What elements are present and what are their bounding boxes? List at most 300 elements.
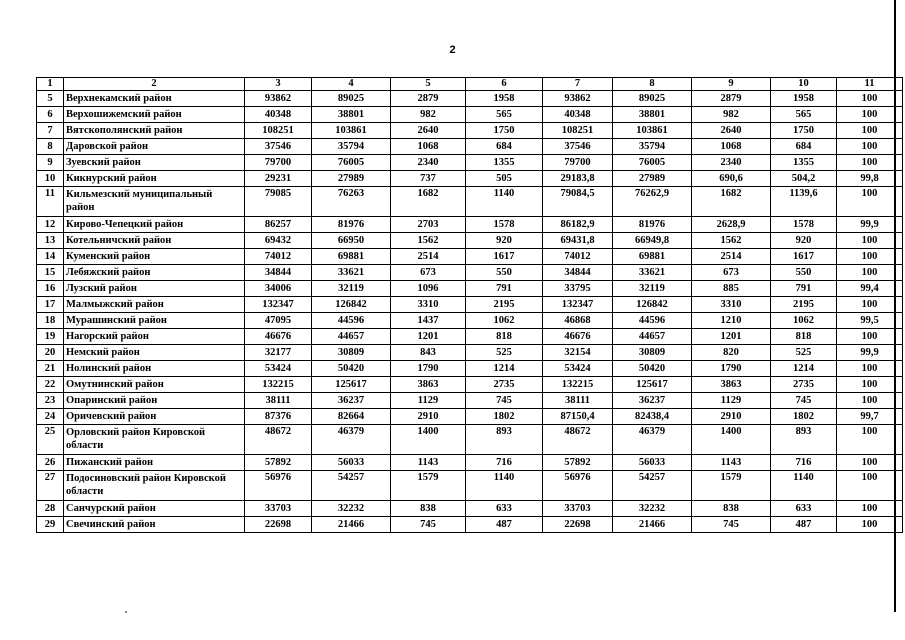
value-cell: 1062 xyxy=(771,313,837,329)
value-cell: 737 xyxy=(391,171,466,187)
value-cell: 1096 xyxy=(391,281,466,297)
table-row xyxy=(37,217,903,233)
row-number-cell: 19 xyxy=(37,329,64,345)
value-cell: 100 xyxy=(837,517,903,533)
value-cell: 1214 xyxy=(771,361,837,377)
value-cell: 505 xyxy=(466,171,543,187)
value-cell: 1143 xyxy=(692,455,771,471)
value-cell: 690,6 xyxy=(692,171,771,187)
value-cell: 893 xyxy=(466,425,543,455)
value-cell: 1143 xyxy=(391,455,466,471)
value-cell: 791 xyxy=(771,281,837,297)
value-cell: 132347 xyxy=(543,297,613,313)
value-cell: 79700 xyxy=(543,155,613,171)
column-header: 5 xyxy=(391,78,466,91)
table-row xyxy=(37,297,903,313)
value-cell: 1617 xyxy=(771,249,837,265)
value-cell: 32177 xyxy=(245,345,312,361)
value-cell: 1140 xyxy=(771,471,837,501)
value-cell: 1579 xyxy=(391,471,466,501)
district-name-cell: Кикнурский район xyxy=(64,171,245,187)
row-number-cell: 6 xyxy=(37,107,64,123)
value-cell: 550 xyxy=(771,265,837,281)
district-name-cell: Оричевский район xyxy=(64,409,245,425)
value-cell: 100 xyxy=(837,361,903,377)
value-cell: 1140 xyxy=(466,187,543,217)
value-cell: 1129 xyxy=(692,393,771,409)
district-name-cell: Немский район xyxy=(64,345,245,361)
table-row xyxy=(37,249,903,265)
value-cell: 46379 xyxy=(613,425,692,455)
value-cell: 3310 xyxy=(391,297,466,313)
value-cell: 791 xyxy=(466,281,543,297)
value-cell: 30809 xyxy=(312,345,391,361)
column-header: 2 xyxy=(64,78,245,91)
value-cell: 81976 xyxy=(613,217,692,233)
row-number-cell: 13 xyxy=(37,233,64,249)
value-cell: 34844 xyxy=(245,265,312,281)
value-cell: 1400 xyxy=(391,425,466,455)
value-cell: 838 xyxy=(391,501,466,517)
value-cell: 2628,9 xyxy=(692,217,771,233)
row-number-cell: 15 xyxy=(37,265,64,281)
value-cell: 69881 xyxy=(312,249,391,265)
value-cell: 40348 xyxy=(543,107,613,123)
value-cell: 982 xyxy=(692,107,771,123)
value-cell: 100 xyxy=(837,501,903,517)
value-cell: 100 xyxy=(837,139,903,155)
row-number-cell: 27 xyxy=(37,471,64,501)
column-header: 7 xyxy=(543,78,613,91)
value-cell: 48672 xyxy=(543,425,613,455)
value-cell: 3863 xyxy=(692,377,771,393)
row-number-cell: 21 xyxy=(37,361,64,377)
value-cell: 79084,5 xyxy=(543,187,613,217)
value-cell: 38801 xyxy=(613,107,692,123)
row-number-cell: 22 xyxy=(37,377,64,393)
row-number-cell: 5 xyxy=(37,91,64,107)
value-cell: 633 xyxy=(771,501,837,517)
value-cell: 487 xyxy=(771,517,837,533)
value-cell: 838 xyxy=(692,501,771,517)
value-cell: 87376 xyxy=(245,409,312,425)
value-cell: 818 xyxy=(466,329,543,345)
value-cell: 56976 xyxy=(543,471,613,501)
value-cell: 38111 xyxy=(543,393,613,409)
row-number-cell: 10 xyxy=(37,171,64,187)
value-cell: 35794 xyxy=(613,139,692,155)
district-name-cell: Кильмезский муниципальный район xyxy=(64,187,245,217)
table-row xyxy=(37,345,903,361)
value-cell: 920 xyxy=(771,233,837,249)
district-name-cell: Лебяжский район xyxy=(64,265,245,281)
row-number-cell: 25 xyxy=(37,425,64,455)
value-cell: 76263 xyxy=(312,187,391,217)
value-cell: 46676 xyxy=(245,329,312,345)
value-cell: 684 xyxy=(771,139,837,155)
value-cell: 79700 xyxy=(245,155,312,171)
value-cell: 2735 xyxy=(771,377,837,393)
value-cell: 673 xyxy=(391,265,466,281)
header-row xyxy=(37,78,903,91)
value-cell: 34844 xyxy=(543,265,613,281)
value-cell: 53424 xyxy=(543,361,613,377)
value-cell: 38111 xyxy=(245,393,312,409)
value-cell: 1750 xyxy=(771,123,837,139)
row-number-cell: 29 xyxy=(37,517,64,533)
value-cell: 820 xyxy=(692,345,771,361)
table-row xyxy=(37,393,903,409)
table-row xyxy=(37,313,903,329)
table-row xyxy=(37,123,903,139)
value-cell: 716 xyxy=(466,455,543,471)
value-cell: 1682 xyxy=(391,187,466,217)
column-header: 11 xyxy=(837,78,903,91)
value-cell: 56976 xyxy=(245,471,312,501)
page-number: 2 xyxy=(449,44,456,56)
district-name-cell: Малмыжский район xyxy=(64,297,245,313)
row-number-cell: 12 xyxy=(37,217,64,233)
table-row xyxy=(37,517,903,533)
value-cell: 69432 xyxy=(245,233,312,249)
district-name-cell: Котельничский район xyxy=(64,233,245,249)
row-number-cell: 28 xyxy=(37,501,64,517)
value-cell: 100 xyxy=(837,123,903,139)
district-name-cell: Опаринский район xyxy=(64,393,245,409)
value-cell: 57892 xyxy=(543,455,613,471)
value-cell: 100 xyxy=(837,471,903,501)
value-cell: 99,9 xyxy=(837,217,903,233)
value-cell: 525 xyxy=(466,345,543,361)
value-cell: 29183,8 xyxy=(543,171,613,187)
value-cell: 33621 xyxy=(613,265,692,281)
value-cell: 100 xyxy=(837,91,903,107)
value-cell: 2340 xyxy=(692,155,771,171)
value-cell: 1139,6 xyxy=(771,187,837,217)
value-cell: 32119 xyxy=(613,281,692,297)
column-header: 1 xyxy=(37,78,64,91)
value-cell: 100 xyxy=(837,297,903,313)
value-cell: 1201 xyxy=(692,329,771,345)
table-row xyxy=(37,107,903,123)
table-row xyxy=(37,265,903,281)
value-cell: 100 xyxy=(837,155,903,171)
table-row xyxy=(37,361,903,377)
value-cell: 745 xyxy=(692,517,771,533)
value-cell: 33703 xyxy=(245,501,312,517)
table-row xyxy=(37,139,903,155)
value-cell: 22698 xyxy=(543,517,613,533)
value-cell: 37546 xyxy=(543,139,613,155)
value-cell: 2879 xyxy=(391,91,466,107)
value-cell: 565 xyxy=(771,107,837,123)
value-cell: 132347 xyxy=(245,297,312,313)
value-cell: 1790 xyxy=(692,361,771,377)
value-cell: 2195 xyxy=(771,297,837,313)
row-number-cell: 20 xyxy=(37,345,64,361)
value-cell: 1802 xyxy=(466,409,543,425)
value-cell: 550 xyxy=(466,265,543,281)
district-name-cell: Нагорский район xyxy=(64,329,245,345)
row-number-cell: 18 xyxy=(37,313,64,329)
row-number-cell: 17 xyxy=(37,297,64,313)
value-cell: 27989 xyxy=(613,171,692,187)
value-cell: 1682 xyxy=(692,187,771,217)
value-cell: 100 xyxy=(837,265,903,281)
value-cell: 69431,8 xyxy=(543,233,613,249)
value-cell: 132215 xyxy=(245,377,312,393)
value-cell: 81976 xyxy=(312,217,391,233)
table-row xyxy=(37,471,903,501)
value-cell: 86182,9 xyxy=(543,217,613,233)
value-cell: 3310 xyxy=(692,297,771,313)
value-cell: 745 xyxy=(771,393,837,409)
value-cell: 100 xyxy=(837,377,903,393)
table-row xyxy=(37,187,903,217)
district-name-cell: Кирово-Чепецкий район xyxy=(64,217,245,233)
value-cell: 1210 xyxy=(692,313,771,329)
district-name-cell: Свечинский район xyxy=(64,517,245,533)
value-cell: 36237 xyxy=(613,393,692,409)
value-cell: 30809 xyxy=(613,345,692,361)
district-name-cell: Зуевский район xyxy=(64,155,245,171)
value-cell: 99,7 xyxy=(837,409,903,425)
value-cell: 818 xyxy=(771,329,837,345)
value-cell: 100 xyxy=(837,425,903,455)
value-cell: 99,9 xyxy=(837,345,903,361)
value-cell: 565 xyxy=(466,107,543,123)
value-cell: 47095 xyxy=(245,313,312,329)
value-cell: 1562 xyxy=(391,233,466,249)
value-cell: 76262,9 xyxy=(613,187,692,217)
value-cell: 1958 xyxy=(771,91,837,107)
value-cell: 3863 xyxy=(391,377,466,393)
value-cell: 50420 xyxy=(613,361,692,377)
value-cell: 885 xyxy=(692,281,771,297)
value-cell: 54257 xyxy=(312,471,391,501)
row-number-cell: 9 xyxy=(37,155,64,171)
value-cell: 100 xyxy=(837,329,903,345)
value-cell: 1201 xyxy=(391,329,466,345)
value-cell: 2910 xyxy=(692,409,771,425)
value-cell: 82664 xyxy=(312,409,391,425)
value-cell: 2514 xyxy=(692,249,771,265)
value-cell: 633 xyxy=(466,501,543,517)
value-cell: 745 xyxy=(466,393,543,409)
value-cell: 44596 xyxy=(613,313,692,329)
district-name-cell: Нолинский район xyxy=(64,361,245,377)
table-row xyxy=(37,501,903,517)
value-cell: 126842 xyxy=(613,297,692,313)
value-cell: 57892 xyxy=(245,455,312,471)
value-cell: 66950 xyxy=(312,233,391,249)
district-name-cell: Вятскополянский район xyxy=(64,123,245,139)
value-cell: 54257 xyxy=(613,471,692,501)
column-header: 8 xyxy=(613,78,692,91)
value-cell: 1802 xyxy=(771,409,837,425)
value-cell: 2703 xyxy=(391,217,466,233)
value-cell: 35794 xyxy=(312,139,391,155)
value-cell: 525 xyxy=(771,345,837,361)
value-cell: 89025 xyxy=(613,91,692,107)
table-row xyxy=(37,409,903,425)
value-cell: 46676 xyxy=(543,329,613,345)
value-cell: 1750 xyxy=(466,123,543,139)
value-cell: 1068 xyxy=(692,139,771,155)
district-name-cell: Лузский район xyxy=(64,281,245,297)
value-cell: 46379 xyxy=(312,425,391,455)
row-number-cell: 14 xyxy=(37,249,64,265)
value-cell: 29231 xyxy=(245,171,312,187)
value-cell: 89025 xyxy=(312,91,391,107)
district-name-cell: Верхошижемский район xyxy=(64,107,245,123)
value-cell: 100 xyxy=(837,249,903,265)
value-cell: 100 xyxy=(837,455,903,471)
value-cell: 125617 xyxy=(312,377,391,393)
value-cell: 108251 xyxy=(245,123,312,139)
row-number-cell: 24 xyxy=(37,409,64,425)
district-name-cell: Санчурский район xyxy=(64,501,245,517)
value-cell: 40348 xyxy=(245,107,312,123)
value-cell: 32232 xyxy=(312,501,391,517)
value-cell: 74012 xyxy=(245,249,312,265)
value-cell: 100 xyxy=(837,107,903,123)
value-cell: 1562 xyxy=(692,233,771,249)
value-cell: 2640 xyxy=(391,123,466,139)
value-cell: 684 xyxy=(466,139,543,155)
value-cell: 126842 xyxy=(312,297,391,313)
value-cell: 1129 xyxy=(391,393,466,409)
budget-table xyxy=(36,77,903,533)
value-cell: 108251 xyxy=(543,123,613,139)
value-cell: 32232 xyxy=(613,501,692,517)
district-name-cell: Даровской район xyxy=(64,139,245,155)
value-cell: 2735 xyxy=(466,377,543,393)
value-cell: 87150,4 xyxy=(543,409,613,425)
value-cell: 1790 xyxy=(391,361,466,377)
district-name-cell: Куменский район xyxy=(64,249,245,265)
row-number-cell: 8 xyxy=(37,139,64,155)
row-number-cell: 23 xyxy=(37,393,64,409)
value-cell: 745 xyxy=(391,517,466,533)
value-cell: 843 xyxy=(391,345,466,361)
column-header: 4 xyxy=(312,78,391,91)
table-row xyxy=(37,425,903,455)
value-cell: 76005 xyxy=(312,155,391,171)
value-cell: 893 xyxy=(771,425,837,455)
value-cell: 99,4 xyxy=(837,281,903,297)
row-number-cell: 11 xyxy=(37,187,64,217)
table-row xyxy=(37,455,903,471)
value-cell: 1062 xyxy=(466,313,543,329)
district-name-cell: Омутнинский район xyxy=(64,377,245,393)
value-cell: 33703 xyxy=(543,501,613,517)
value-cell: 46868 xyxy=(543,313,613,329)
scan-speck xyxy=(125,611,127,613)
value-cell: 2879 xyxy=(692,91,771,107)
value-cell: 1578 xyxy=(466,217,543,233)
value-cell: 1958 xyxy=(466,91,543,107)
value-cell: 2340 xyxy=(391,155,466,171)
value-cell: 100 xyxy=(837,393,903,409)
table-row xyxy=(37,171,903,187)
table-row xyxy=(37,155,903,171)
value-cell: 76005 xyxy=(613,155,692,171)
value-cell: 2910 xyxy=(391,409,466,425)
value-cell: 56033 xyxy=(312,455,391,471)
value-cell: 132215 xyxy=(543,377,613,393)
value-cell: 1214 xyxy=(466,361,543,377)
value-cell: 93862 xyxy=(543,91,613,107)
table-row xyxy=(37,91,903,107)
value-cell: 66949,8 xyxy=(613,233,692,249)
value-cell: 125617 xyxy=(613,377,692,393)
column-header: 10 xyxy=(771,78,837,91)
value-cell: 93862 xyxy=(245,91,312,107)
value-cell: 1617 xyxy=(466,249,543,265)
value-cell: 673 xyxy=(692,265,771,281)
value-cell: 99,5 xyxy=(837,313,903,329)
district-name-cell: Пижанский район xyxy=(64,455,245,471)
column-header: 9 xyxy=(692,78,771,91)
value-cell: 36237 xyxy=(312,393,391,409)
value-cell: 33795 xyxy=(543,281,613,297)
value-cell: 1355 xyxy=(771,155,837,171)
value-cell: 1400 xyxy=(692,425,771,455)
value-cell: 920 xyxy=(466,233,543,249)
value-cell: 22698 xyxy=(245,517,312,533)
value-cell: 34006 xyxy=(245,281,312,297)
value-cell: 32119 xyxy=(312,281,391,297)
value-cell: 982 xyxy=(391,107,466,123)
value-cell: 1140 xyxy=(466,471,543,501)
value-cell: 74012 xyxy=(543,249,613,265)
value-cell: 53424 xyxy=(245,361,312,377)
value-cell: 32154 xyxy=(543,345,613,361)
value-cell: 38801 xyxy=(312,107,391,123)
value-cell: 2640 xyxy=(692,123,771,139)
value-cell: 1578 xyxy=(771,217,837,233)
row-number-cell: 7 xyxy=(37,123,64,139)
column-header: 6 xyxy=(466,78,543,91)
value-cell: 2514 xyxy=(391,249,466,265)
value-cell: 79085 xyxy=(245,187,312,217)
value-cell: 100 xyxy=(837,233,903,249)
table-row xyxy=(37,377,903,393)
value-cell: 33621 xyxy=(312,265,391,281)
district-name-cell: Подосиновский район Кировской области xyxy=(64,471,245,501)
value-cell: 504,2 xyxy=(771,171,837,187)
value-cell: 44657 xyxy=(613,329,692,345)
value-cell: 21466 xyxy=(312,517,391,533)
value-cell: 1579 xyxy=(692,471,771,501)
value-cell: 56033 xyxy=(613,455,692,471)
value-cell: 82438,4 xyxy=(613,409,692,425)
value-cell: 44596 xyxy=(312,313,391,329)
table-row xyxy=(37,329,903,345)
value-cell: 50420 xyxy=(312,361,391,377)
value-cell: 103861 xyxy=(613,123,692,139)
column-header: 3 xyxy=(245,78,312,91)
district-name-cell: Мурашинский район xyxy=(64,313,245,329)
value-cell: 100 xyxy=(837,187,903,217)
value-cell: 1437 xyxy=(391,313,466,329)
value-cell: 48672 xyxy=(245,425,312,455)
value-cell: 716 xyxy=(771,455,837,471)
row-number-cell: 26 xyxy=(37,455,64,471)
value-cell: 69881 xyxy=(613,249,692,265)
value-cell: 99,8 xyxy=(837,171,903,187)
